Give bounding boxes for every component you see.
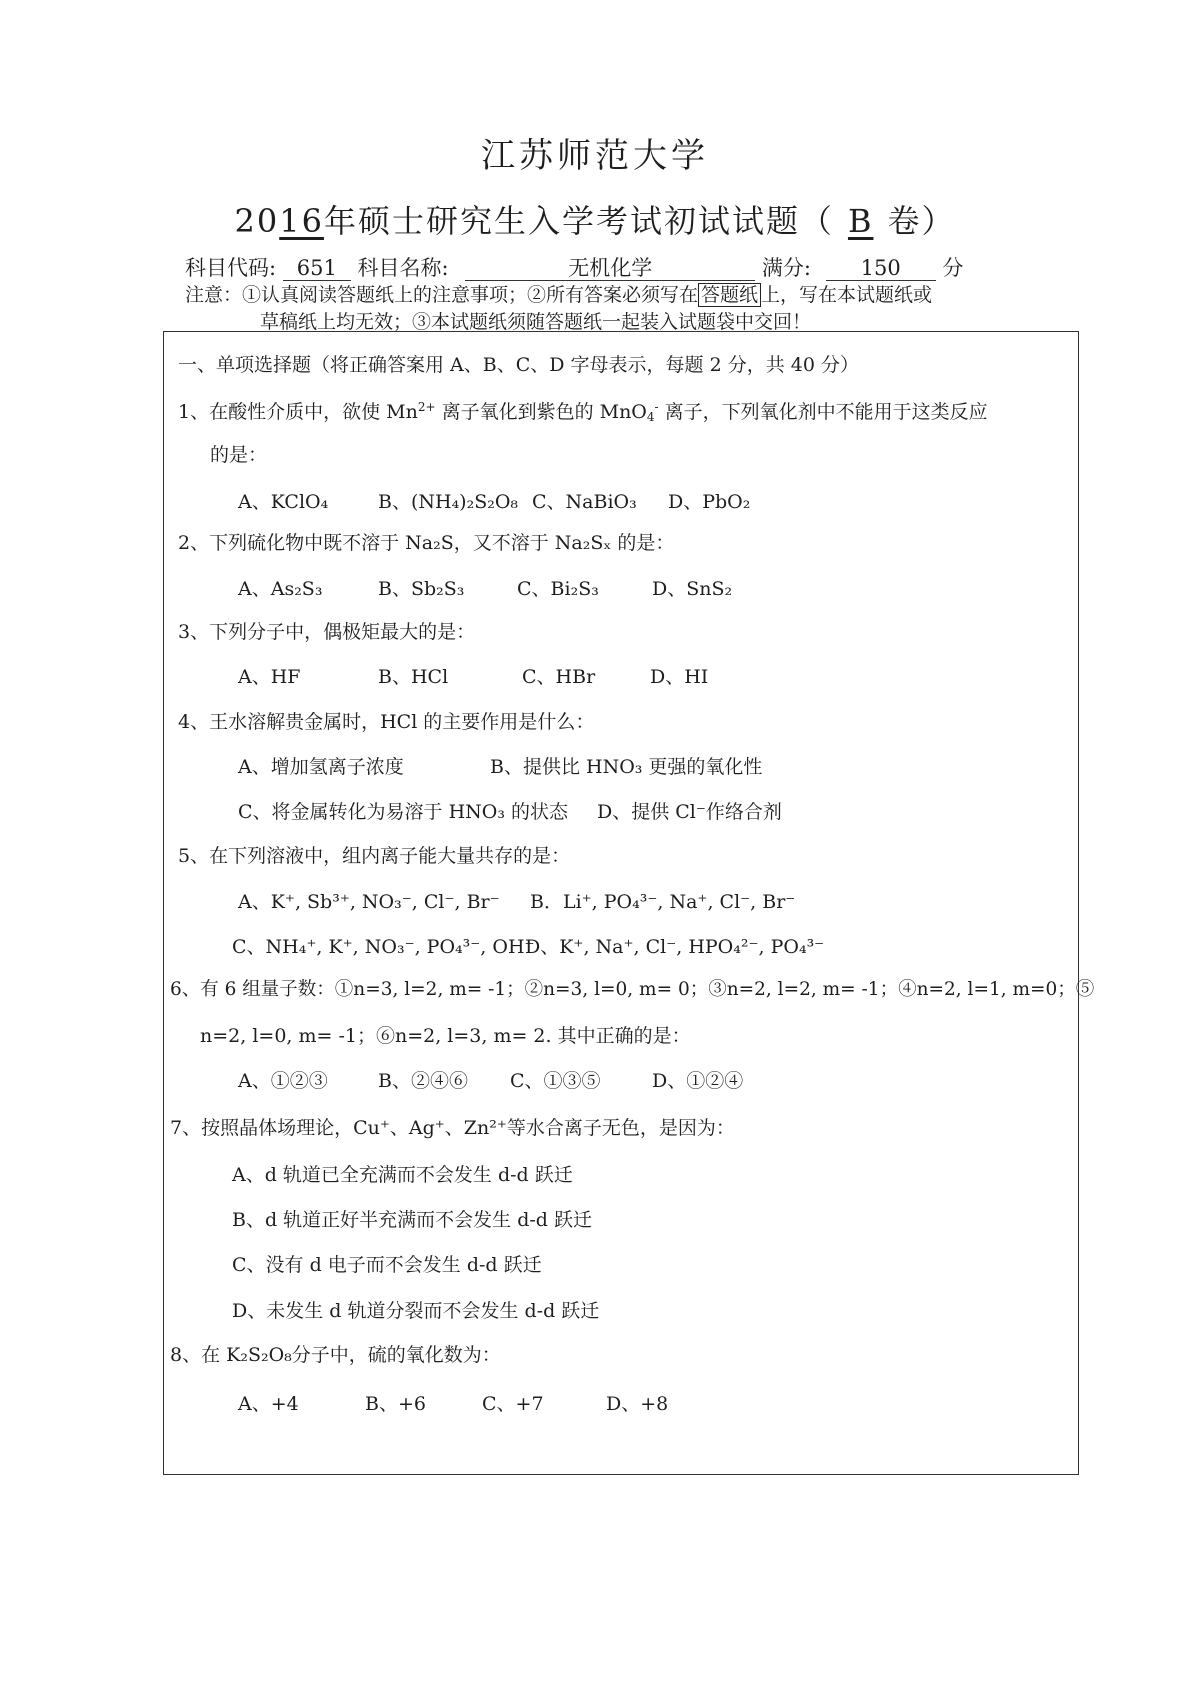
notice-answer-sheet-boxed: 答题纸 [698, 283, 761, 307]
exam-year-prefix: 20 [234, 202, 280, 240]
q2-stem: 2、下列硫化物中既不溶于 Na₂S，又不溶于 Na₂Sₓ 的是： [178, 532, 675, 554]
q7-option-c: C、没有 d 电子而不会发生 d-d 跃迁 [232, 1254, 542, 1276]
exam-title-end: 卷） [887, 202, 956, 240]
q3-option-a: A、HF [238, 666, 301, 688]
full-score: 150 [826, 257, 936, 281]
q1-sup-minus: - [654, 400, 659, 414]
q6-option-a: A、①②③ [238, 1070, 328, 1092]
score-label: 满分: [761, 256, 811, 280]
q6-option-b: B、②④⑥ [378, 1070, 468, 1092]
q1-option-a: A、KClO₄ [238, 491, 329, 513]
q4-option-b: B、提供比 HNO₃ 更强的氧化性 [490, 756, 763, 778]
q1-sup-charge: 2+ [417, 400, 436, 414]
q2-option-c: C、Bi₂S₃ [517, 578, 599, 600]
notice-line1-a: 注意：①认真阅读答题纸上的注意事项；②所有答案必须写在 [185, 284, 699, 306]
q7-stem: 7、按照晶体场理论，Cu⁺、Ag⁺、Zn²⁺等水合离子无色，是因为： [170, 1117, 735, 1139]
q5-option-b: B．Li⁺, PO₄³⁻, Na⁺, Cl⁻, Br⁻ [530, 891, 796, 913]
exam-title [0, 196, 1190, 242]
university-name: 江苏师范大学 [481, 136, 709, 176]
q3-stem: 3、下列分子中，偶极矩最大的是： [178, 621, 476, 643]
q5-option-a: A、K⁺, Sb³⁺, NO₃⁻, Cl⁻, Br⁻ [238, 891, 500, 913]
q4-stem: 4、王水溶解贵金属时，HCl 的主要作用是什么： [178, 711, 595, 733]
q4-option-a: A、增加氢离子浓度 [238, 756, 404, 778]
q5-option-d: D、K⁺, Na⁺, Cl⁻, HPO₄²⁻, PO₄³⁻ [525, 936, 825, 958]
q4-option-d: D、提供 Cl⁻作络合剂 [597, 801, 782, 823]
notice-line2: 草稿纸上均无效；③本试题纸须随答题纸一起装入试题袋中交回！ [260, 311, 812, 333]
q1-option-b: B、(NH₄)₂S₂O₈ [378, 491, 519, 513]
subject-name: 无机化学 [465, 257, 755, 281]
q1-option-d: D、PbO₂ [668, 491, 751, 513]
q6-stem: 6、有 6 组量子数：①n=3, l=2, m= -1；②n=3, l=0, m= 0；③n=2, l=2, m= -1；④n=2, l=1, m=0；⑤ [170, 979, 1095, 1000]
q4-option-c: C、将金属转化为易溶于 HNO₃ 的状态 [238, 801, 569, 823]
q2-option-b: B、Sb₂S₃ [378, 578, 465, 600]
subject-info-row [185, 252, 1085, 282]
q1-sub: 4 [646, 410, 655, 424]
q8-option-a: A、+4 [238, 1393, 299, 1415]
exam-title-text: 年硕士研究生入学考试初试试题（ [323, 202, 834, 240]
q8-stem: 8、在 K₂S₂O₈分子中，硫的氧化数为： [170, 1344, 501, 1366]
q6-stem-cont: n=2, l=0, m= -1；⑥n=2, l=3, m= 2. 其中正确的是： [200, 1025, 691, 1047]
q1-stem-cont: 的是： [210, 444, 268, 466]
section-heading: 一、单项选择题（将正确答案用 A、B、C、D 字母表示，每题 2 分，共 40 分） [178, 354, 859, 376]
q7-option-a: A、d 轨道已全充满而不会发生 d-d 跃迁 [232, 1164, 573, 1186]
q1-option-c: C、NaBiO₃ [532, 491, 637, 513]
q6-option-c: C、①③⑤ [510, 1070, 601, 1092]
q2-option-a: A、As₂S₃ [238, 578, 323, 600]
exam-year-suffix: 16 [279, 202, 324, 240]
q5-stem: 5、在下列溶液中，组内离子能大量共存的是： [178, 845, 571, 867]
subject-code: 651 [283, 257, 351, 281]
notice-line1-b: 上，写在本试题纸或 [761, 284, 933, 306]
q7-option-d: D、未发生 d 轨道分裂而不会发生 d-d 跃迁 [232, 1300, 600, 1322]
paper-version: B [847, 202, 874, 240]
q3-option-c: C、HBr [522, 666, 596, 688]
q1-stem-c: 离子，下列氧化剂中不能用于这类反应 [658, 401, 988, 423]
q7-option-b: B、d 轨道正好半充满而不会发生 d-d 跃迁 [232, 1209, 592, 1231]
score-unit: 分 [942, 256, 964, 280]
q3-option-d: D、HI [650, 666, 709, 688]
q8-option-b: B、+6 [365, 1393, 426, 1415]
q8-option-c: C、+7 [482, 1393, 544, 1415]
q1-stem [178, 397, 988, 424]
q6-option-d: D、①②④ [652, 1070, 744, 1092]
q2-option-d: D、SnS₂ [652, 578, 733, 600]
q3-option-b: B、HCl [378, 666, 449, 688]
exam-notice [185, 282, 1065, 336]
q8-option-d: D、+8 [606, 1393, 669, 1415]
subject-code-label: 科目代码: [185, 256, 277, 280]
q1-stem-b: 离子氧化到紫色的 MnO [435, 401, 647, 423]
q1-stem-a: 1、在酸性介质中，欲使 Mn [178, 401, 418, 423]
subject-name-label: 科目名称: [357, 256, 449, 280]
q5-option-c: C、NH₄⁺, K⁺, NO₃⁻, PO₄³⁻, OH⁻ [232, 936, 535, 958]
